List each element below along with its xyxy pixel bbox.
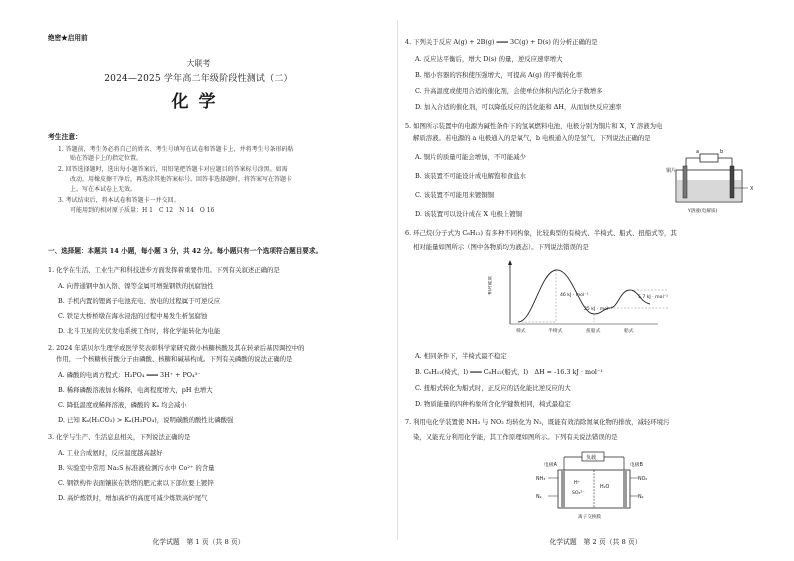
- secret-label: 绝密★启用前: [48, 34, 88, 42]
- conformer-twist-boat: 扭船式: [586, 329, 601, 334]
- notice-line: 可能用到的相对原子质量：H 1 C 12 N 14 O 16: [70, 207, 215, 214]
- question-7-stem: 7. 利用电化学装置使 NH₃ 与 NO₂ 均转化为 N₂，既能有效消除氮氧化物的排放，减轻环境污: [405, 418, 670, 426]
- exam-name: 大联考: [186, 59, 211, 68]
- membrane-label: 离子交换膜: [578, 515, 601, 520]
- energy-5-label: 5.7 kJ · mol⁻¹: [638, 295, 668, 300]
- q4-option-a: A. 反应达平衡后，增大 D(s) 的量，逆反应速率增大: [415, 55, 563, 63]
- energy-axis-label: 相对能量: [488, 275, 493, 295]
- q5-option-a: A. 铜片的质量可能会增加，不可能减少: [415, 153, 526, 161]
- q2-option-c: C. 降低温度或稀释溶液，磷酸的 Kₐ 均会减小: [58, 401, 187, 409]
- q1-option-c: C. 铁足大桥桥墩在海水浸泡的过程中易发生析氢腐蚀: [58, 312, 208, 320]
- x-electrode-label: X: [750, 186, 754, 192]
- q5-option-b: B. 该装置不可能设计成电解饱和食盐水: [415, 172, 527, 180]
- conformer-boat: 船式: [624, 329, 634, 334]
- q1-option-b: B. 手机内置的锂离子电池充电、放电的过程属于可逆反应: [58, 297, 221, 305]
- q3-option-b: B. 实验室中常用 Na₂S 标准液检测污水中 Co²⁺ 的含量: [58, 464, 215, 472]
- nh3-label: NH₃: [536, 477, 546, 482]
- no2-label: NO₂: [638, 477, 648, 482]
- question-7-stem-cont: 染，又能充分利用化学能，其工作原理如图所示。下列有关说法错误的是: [413, 433, 618, 441]
- page-footer-left: 化学试题 第 1 页（共 8 页）: [152, 538, 245, 546]
- electrode-b-label: 电极B: [630, 463, 643, 468]
- conformer-half-chair: 半椅式: [548, 329, 563, 334]
- q4-option-b: B. 缩小容器的容积使压强增大，可提高 A(g) 的平衡转化率: [415, 71, 583, 79]
- energy-profile-diagram: [488, 258, 678, 340]
- electrochemical-cell-diagram: [534, 450, 664, 526]
- q3-option-a: A. 工业合成氨时，反应温度越高越好: [58, 449, 163, 457]
- q2-option-d: D. 已知 Kₐ(H₂CO₃) > Kₐ(H₃PO₄)，说明碳酸的酸性比磷酸强: [58, 416, 234, 424]
- notice-line: 1. 答题前，考生务必将自己的姓名、考生号填写在试卷和答题卡上，并将考生号条形码粘: [58, 146, 294, 153]
- question-6-stem-cont: 相对能量如图所示（图中各物质均为液态）。下列说法错误的是: [413, 243, 589, 251]
- question-2-stem: 2. 2024 年诺贝尔生理学或医学奖表彰科学家研究微小核糖核酸及其在转录后基因调控中的: [48, 344, 305, 352]
- q6-option-c: C. 扭船式转化为船式时，正反应的活化能比逆反应的大: [415, 384, 571, 392]
- question-4-stem: 4. 下列关于反应 A(g) + 2B(g) ═══ 3C(g) + D(s) 的分析正确的是: [405, 38, 598, 46]
- n2-left-label: N₂: [536, 495, 542, 500]
- q2-option-a: A. 磷酸的电离方程式：H₃PO₄ ═══ 3H⁺ + PO₄³⁻: [58, 371, 201, 379]
- question-5-stem-cont: 解质溶液。若电源的 a 电极通入的是氧气，b 电极通入的是氢气，下列说法正确的是: [413, 134, 651, 142]
- exam-year-title: 2024—2025 学年高二年级阶段性测试（二）: [104, 74, 293, 84]
- question-3-stem: 3. 化学与生产、生活息息相关，下列说法正确的是: [48, 433, 191, 441]
- question-5-stem: 5. 如图所示装置中的电源为碱性条件下的氢氧燃料电池，电极分别为铜片和 X，Y 溶液为电: [405, 122, 663, 130]
- q2-option-b: B. 稀释磷酸溶液加水稀释，电离程度增大，pH 也增大: [58, 386, 213, 394]
- q1-option-d: D. 北斗卫星的光伏发电系统工作时，将化学能转化为电能: [58, 327, 221, 335]
- energy-46-label: 46 kJ · mol⁻¹: [560, 293, 589, 298]
- notice-line: 上。写在本试卷上无效。: [70, 186, 137, 193]
- notice-line: 2. 回答选择题时，选出每小题答案后，用铅笔把答题卡对应题目的答案标号涂黑。如需: [58, 166, 288, 173]
- load-label: 负载: [586, 455, 597, 461]
- energy-25-label: 25 kJ · mol⁻¹: [584, 307, 613, 312]
- question-2-stem-cont: 作用，一个核糖核苷酸分子由磷酸、核糖和碱基构成。下列有关磷酸的说法正确的是: [56, 355, 293, 363]
- notice-line: 贴在答题卡上的指定位置。: [70, 155, 143, 162]
- q6-option-d: D. 物质能量的四种构象所含化学键数相同，椅式最稳定: [415, 400, 571, 408]
- page-footer-right: 化学试题 第 2 页（共 8 页）: [549, 538, 642, 546]
- electrode-a-label: 电极A: [544, 463, 557, 468]
- power-a-label: a: [696, 149, 700, 155]
- electrolysis-cell-diagram: [664, 148, 764, 216]
- q3-option-c: C. 钢铁构件表面镶嵌在铁塔的肥元素以下部位要上镀锌: [58, 479, 214, 487]
- notice-line: 改动，用橡皮擦干净后，再选涂其他答案标号。回答非选择题时，将答案写在答题卡: [70, 176, 293, 183]
- q6-option-a: A. 相同条件下，半椅式最不稳定: [415, 352, 507, 360]
- conformer-chair: 椅式: [516, 329, 526, 334]
- subject-title: 化学: [171, 92, 226, 112]
- q5-option-d: D. 该装置可以设计成在 X 电极上镀铜: [415, 210, 523, 218]
- q3-option-d: D. 高炉炼铁时，增加高炉的高度可减少炼铁高炉尾气: [58, 494, 208, 502]
- notice-title: 考生注意：: [48, 133, 82, 141]
- electrolyte-label: Y溶液(电解质): [688, 209, 718, 214]
- h-ion-label: H⁺: [574, 481, 581, 486]
- q1-option-a: A. 向普通钢中加入铬、镍等金属可增强钢铁的抗腐蚀性: [58, 282, 214, 290]
- sulfate-label: SO₄²⁻: [572, 491, 585, 496]
- question-1-stem: 1. 化学在生活、工业生产和科技进步方面发挥着重要作用。下列有关叙述正确的是: [48, 266, 280, 274]
- notice-line: 3. 考试结束后，将本试卷和答题卡一并交回。: [58, 197, 180, 204]
- power-b-label: b: [720, 149, 724, 155]
- water-label: H₂O: [600, 485, 610, 490]
- q4-option-d: D. 加入合适的催化剂，可以降低反应的活化能和 ΔH，从而加快反应速率: [415, 103, 622, 111]
- question-6-stem: 6. 环己烷(分子式为 C₆H₁₂) 有多种不同构象，比较典型的有椅式、半椅式、船式、扭船式等，其: [405, 229, 677, 237]
- section-title: 一、选择题：本题共 14 小题，每小题 3 分，共 42 分。每小题只有一个选项符合题目要求。: [48, 247, 323, 255]
- q5-option-c: C. 该装置不可能用来镀铜铜: [415, 191, 495, 199]
- copper-label: 铜片: [666, 168, 677, 174]
- n2-right-label: N₂: [638, 495, 644, 500]
- q4-option-c: C. 升高温度或使用合适的催化剂，会使单位体积内活化分子数增多: [415, 87, 603, 95]
- q6-option-b: B. C₆H₁₂(椅式，l) ═══ C₆H₁₂(船式，l) ΔH = -16.3 kJ · mol⁻¹: [415, 368, 603, 376]
